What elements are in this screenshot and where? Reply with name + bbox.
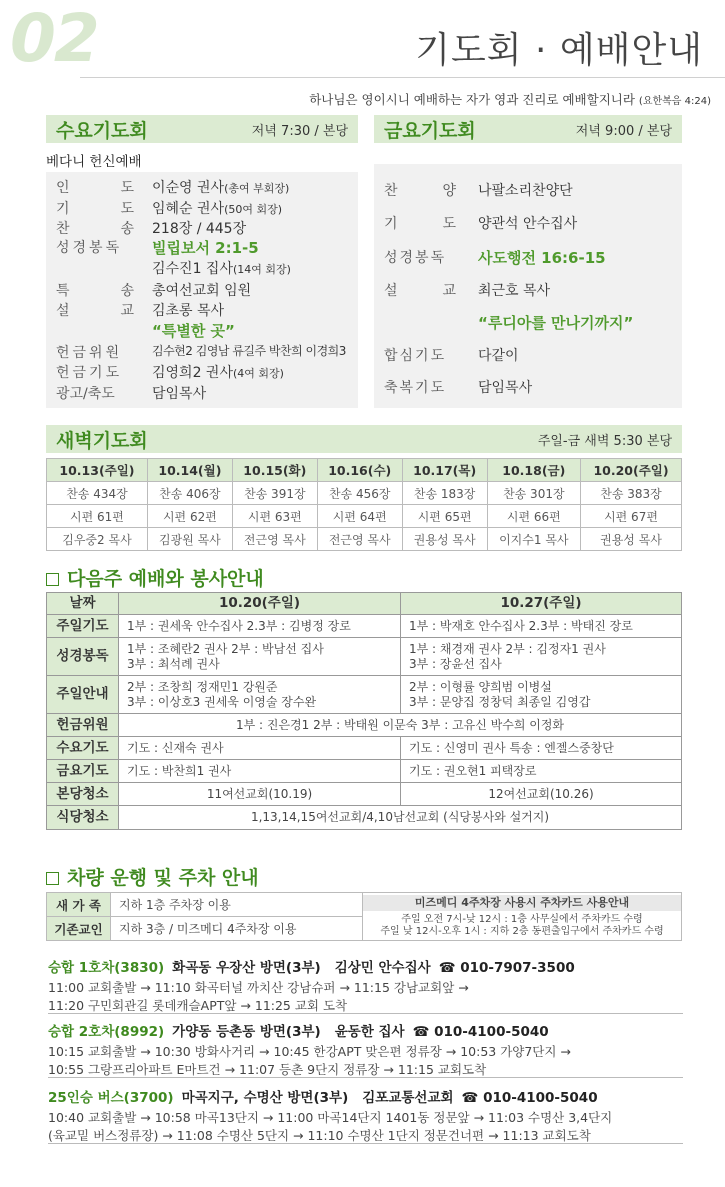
row-label-text: 축복기도 bbox=[384, 380, 447, 396]
cell-date1 bbox=[119, 676, 401, 714]
list-item bbox=[384, 213, 577, 233]
wednesday-subtitle: 베다니 헌신예배 bbox=[46, 154, 142, 170]
dawn-preacher-cell: 전근영 목사 bbox=[232, 528, 317, 551]
row-value bbox=[152, 383, 206, 403]
table-row bbox=[47, 528, 682, 551]
row-label-char: 도 bbox=[120, 201, 134, 217]
list-item bbox=[384, 345, 519, 365]
cell-line: 1부 : 채경재 권사 2부 : 김정자1 권사 bbox=[409, 641, 606, 656]
row-label: 주일안내 bbox=[47, 676, 119, 714]
row-label-char: 설 bbox=[56, 303, 70, 319]
cell-date2: 1부 : 박재호 안수집사 2.3부 : 박태진 장로 bbox=[401, 615, 682, 638]
row-label bbox=[384, 280, 456, 300]
row-value bbox=[152, 362, 284, 382]
bus-route-item bbox=[48, 1086, 683, 1145]
row-value-text: 김수진1 집사 bbox=[152, 261, 233, 277]
bus-heading bbox=[48, 1086, 683, 1106]
row-label-char: 도 bbox=[442, 216, 456, 232]
dawn-psalm-cell: 시편 61편 bbox=[47, 505, 148, 528]
table-row bbox=[47, 615, 682, 638]
row-label: 헌금위원 bbox=[47, 714, 119, 737]
row-value bbox=[478, 247, 606, 268]
members-value: 지하 3층 / 미즈메디 4주차장 이용 bbox=[111, 917, 363, 941]
row-label-char: 교 bbox=[442, 283, 456, 299]
bus-route: 가양동 등촌동 방면(3부) bbox=[172, 1024, 321, 1040]
table-row bbox=[47, 676, 682, 714]
checkbox-square-icon bbox=[46, 573, 59, 586]
wednesday-time: 저녁 7:30 / 본당 bbox=[251, 123, 348, 139]
list-item bbox=[384, 312, 633, 333]
wednesday-title: 수요기도회 bbox=[56, 119, 148, 142]
row-value bbox=[152, 177, 289, 197]
cell-date1: 11여선교회(10.19) bbox=[119, 783, 401, 806]
cell-line: 2부 : 조창희 정재민1 강원준 bbox=[127, 679, 278, 694]
row-label-text: 광고/축도 bbox=[56, 386, 115, 402]
row-value bbox=[152, 320, 235, 341]
cell-line: 2부 : 이형률 양희범 이병설 bbox=[409, 679, 552, 694]
bus-schedule-line: 10:55 그랑프리아파트 E마트건 → 11:07 등촌 9단지 정류장 → 11:15 교회도착 bbox=[48, 1062, 487, 1077]
row-value bbox=[478, 180, 573, 200]
bus-schedule-line: 11:00 교회출발 → 11:10 화곡터널 까치산 강남슈퍼 → 11:15 강남교회앞 → bbox=[48, 980, 469, 995]
table-row bbox=[47, 737, 682, 760]
row-label: 수요기도 bbox=[47, 737, 119, 760]
row-label bbox=[56, 198, 134, 218]
dawn-preacher-cell: 권용성 목사 bbox=[581, 528, 682, 551]
bus-schedule-line: (육교밑 버스정류장) → 11:08 수명산 5단지 → 11:10 수명산 1단지 정문건너편 → 11:13 교회도착 bbox=[48, 1128, 591, 1143]
table-row bbox=[47, 482, 682, 505]
row-value-text: “루디아를 만나기까지” bbox=[478, 314, 634, 332]
row-label bbox=[56, 237, 134, 258]
row-value-text: 담임목사 bbox=[478, 380, 533, 396]
list-item bbox=[56, 383, 206, 403]
mizmedi-line1: 주일 오전 7시-낮 12시 : 1층 사무실에서 주차카드 수령 bbox=[401, 914, 643, 925]
table-row bbox=[47, 806, 682, 830]
row-label: 식당청소 bbox=[47, 806, 119, 830]
dawn-header bbox=[46, 425, 682, 453]
row-value-text: 이순영 권사 bbox=[152, 180, 225, 196]
parking-title: 차량 운행 및 주차 안내 bbox=[67, 867, 259, 889]
scripture-text: 하나님은 영이시니 예배하는 자가 영과 진리로 예배할지니라 bbox=[309, 92, 635, 107]
row-value-text: 나팔소리찬양단 bbox=[478, 183, 573, 199]
row-value bbox=[478, 345, 519, 365]
dawn-table bbox=[46, 458, 682, 551]
col-date-header: 날짜 bbox=[47, 593, 119, 615]
row-value bbox=[152, 342, 346, 362]
row-value-text: 빌립보서 2:1-5 bbox=[152, 239, 259, 257]
row-label-char: 인 bbox=[56, 180, 70, 196]
parking-heading bbox=[46, 863, 259, 890]
dawn-date-cell: 10.17(목) bbox=[402, 459, 487, 482]
cell-line: 3부 : 이상호3 권세욱 이영술 장수완 bbox=[127, 694, 317, 709]
cell-date1: 기도 : 신재숙 권사 bbox=[119, 737, 401, 760]
bus-schedule-line: 10:15 교회출발 → 10:30 방화사거리 → 10:45 한강APT 맞은편 정류장 → 10:53 가양7단지 → bbox=[48, 1044, 571, 1059]
cell-full: 1,13,14,15여선교회/4,10남선교회 (식당봉사와 설거지) bbox=[119, 806, 682, 830]
row-label: 금요기도 bbox=[47, 760, 119, 783]
dawn-date-cell: 10.15(화) bbox=[232, 459, 317, 482]
dawn-hymn-cell: 찬송 456장 bbox=[317, 482, 402, 505]
row-label-text: 합심기도 bbox=[384, 348, 447, 364]
list-item bbox=[56, 280, 251, 300]
dawn-date-cell: 10.20(주일) bbox=[581, 459, 682, 482]
dawn-hymn-cell: 찬송 406장 bbox=[147, 482, 232, 505]
row-value-note: (50여 회장) bbox=[224, 203, 283, 216]
cell-date1: 1부 : 권세욱 안수집사 2.3부 : 김병정 장로 bbox=[119, 615, 401, 638]
bus-heading bbox=[48, 1020, 683, 1040]
cell-line: 3부 : 최석례 권사 bbox=[127, 656, 220, 671]
dawn-psalm-cell: 시편 65편 bbox=[402, 505, 487, 528]
cell-date2 bbox=[401, 676, 682, 714]
dawn-hymn-cell: 찬송 383장 bbox=[581, 482, 682, 505]
row-value-text: 다같이 bbox=[478, 348, 519, 364]
row-label-text: 성경봉독 bbox=[384, 250, 447, 266]
row-value-text: 김수현2 김영남 류길주 박찬희 이경희3 bbox=[152, 344, 346, 358]
dawn-date-cell: 10.18(금) bbox=[487, 459, 580, 482]
dawn-date-cell: 10.14(월) bbox=[147, 459, 232, 482]
bus-schedule-line: 10:40 교회출발 → 10:58 마곡13단지 → 11:00 마곡14단지 1401동 정문앞 → 11:03 수명산 3,4단지 bbox=[48, 1110, 613, 1125]
bus-route-item bbox=[48, 956, 683, 1015]
dawn-preacher-cell: 전근영 목사 bbox=[317, 528, 402, 551]
row-value-text: 김영희2 권사 bbox=[152, 365, 233, 381]
list-item bbox=[56, 198, 282, 218]
row-label bbox=[56, 300, 134, 320]
bus-divider bbox=[48, 1077, 683, 1078]
dawn-preacher-cell: 김광원 목사 bbox=[147, 528, 232, 551]
row-value-note: (4여 회장) bbox=[232, 367, 284, 380]
row-value bbox=[152, 218, 246, 238]
row-value-note: (14여 회장) bbox=[232, 263, 291, 276]
list-item bbox=[384, 247, 606, 268]
table-row bbox=[47, 714, 682, 737]
row-value-note: (총여 부회장) bbox=[224, 182, 290, 195]
cell-line: 1부 : 조혜란2 권사 2부 : 박남선 집사 bbox=[127, 641, 324, 656]
list-item bbox=[56, 300, 224, 320]
cell-full: 1부 : 진은경1 2부 : 박태원 이문숙 3부 : 고유신 박수희 이정화 bbox=[119, 714, 682, 737]
new-family-value: 지하 1층 주차장 이용 bbox=[111, 893, 363, 917]
row-value bbox=[478, 280, 550, 300]
row-label-char: 교 bbox=[120, 303, 134, 319]
row-value-text: 최근호 목사 bbox=[478, 283, 551, 299]
scripture-verse bbox=[309, 90, 711, 108]
row-label bbox=[384, 213, 456, 233]
row-value-text: 총여선교회 임원 bbox=[152, 283, 252, 299]
row-label-char: 찬 bbox=[384, 183, 398, 199]
bus-phone: ☎ 010-4100-5040 bbox=[461, 1090, 598, 1106]
bus-phone: ☎ 010-4100-5040 bbox=[412, 1024, 549, 1040]
list-item bbox=[384, 377, 532, 397]
row-label-char: 찬 bbox=[56, 221, 70, 237]
row-value bbox=[152, 280, 251, 300]
members-label: 기존교인 bbox=[47, 917, 111, 941]
row-label bbox=[56, 258, 134, 278]
cell-date1 bbox=[119, 638, 401, 676]
row-label-char: 기 bbox=[384, 216, 398, 232]
friday-header bbox=[374, 115, 682, 143]
mizmedi-title: 미즈메디 4주차장 사용시 주차카드 사용안내 bbox=[363, 895, 681, 911]
cell-line: 3부 : 장윤선 집사 bbox=[409, 656, 502, 671]
title-divider bbox=[80, 77, 725, 78]
row-label bbox=[56, 383, 134, 403]
dawn-hymn-cell: 찬송 391장 bbox=[232, 482, 317, 505]
dawn-hymn-cell: 찬송 183장 bbox=[402, 482, 487, 505]
list-item bbox=[56, 258, 291, 278]
row-value bbox=[152, 258, 291, 278]
row-label-text: 헌금기도 bbox=[56, 365, 123, 381]
cell-date2 bbox=[401, 638, 682, 676]
mizmedi-notice bbox=[363, 893, 682, 941]
row-label: 본당청소 bbox=[47, 783, 119, 806]
row-label-char: 도 bbox=[120, 180, 134, 196]
page-number: 02 bbox=[10, 0, 98, 77]
checkbox-square-icon bbox=[46, 872, 59, 885]
row-value bbox=[478, 213, 577, 233]
dawn-time: 주일-금 새벽 5:30 본당 bbox=[537, 433, 672, 449]
table-row bbox=[47, 783, 682, 806]
next-week-heading bbox=[46, 564, 264, 591]
row-value bbox=[152, 198, 282, 218]
row-value bbox=[478, 377, 532, 397]
bus-phone: ☎ 010-7907-3500 bbox=[438, 960, 575, 976]
row-label bbox=[384, 345, 456, 365]
row-value bbox=[152, 300, 224, 320]
dawn-psalm-cell: 시편 63편 bbox=[232, 505, 317, 528]
row-label-char: 기 bbox=[56, 201, 70, 217]
date1-header: 10.20(주일) bbox=[119, 593, 401, 615]
row-label bbox=[384, 377, 456, 397]
date2-header: 10.27(주일) bbox=[401, 593, 682, 615]
row-label bbox=[56, 342, 134, 362]
bus-heading bbox=[48, 956, 683, 976]
dawn-psalm-cell: 시편 62편 bbox=[147, 505, 232, 528]
new-family-label: 새 가 족 bbox=[47, 893, 111, 917]
list-item bbox=[56, 362, 284, 382]
dawn-hymn-cell: 찬송 434장 bbox=[47, 482, 148, 505]
bus-schedule-line: 11:20 구민회관길 롯데캐슬APT앞 → 11:25 교회 도착 bbox=[48, 998, 348, 1013]
dawn-title: 새벽기도회 bbox=[56, 429, 148, 452]
row-label-char: 송 bbox=[120, 283, 134, 299]
row-label bbox=[56, 177, 134, 197]
row-value-text: 사도행전 16:6-15 bbox=[478, 249, 606, 267]
list-item bbox=[56, 237, 259, 258]
dawn-preacher-cell: 권용성 목사 bbox=[402, 528, 487, 551]
friday-time: 저녁 9:00 / 본당 bbox=[575, 123, 672, 139]
table-row bbox=[47, 638, 682, 676]
dawn-preacher-cell: 이지수1 목사 bbox=[487, 528, 580, 551]
list-item bbox=[56, 177, 289, 197]
row-label-text: 성경봉독 bbox=[56, 240, 123, 256]
list-item bbox=[56, 342, 346, 362]
dawn-psalm-cell: 시편 64편 bbox=[317, 505, 402, 528]
cell-date2: 12여선교회(10.26) bbox=[401, 783, 682, 806]
row-value-text: “특별한 곳” bbox=[152, 322, 235, 340]
bus-name: 승합 1호차(3830) bbox=[48, 960, 165, 976]
row-label-char: 양 bbox=[442, 183, 456, 199]
list-item bbox=[56, 320, 235, 341]
cell-date2: 기도 : 권오현1 피택장로 bbox=[401, 760, 682, 783]
next-week-table bbox=[46, 592, 682, 830]
friday-title: 금요기도회 bbox=[384, 119, 476, 142]
row-label bbox=[384, 312, 456, 333]
row-label bbox=[56, 362, 134, 382]
bus-divider bbox=[48, 1013, 683, 1014]
row-value-text: 김초롱 목사 bbox=[152, 303, 225, 319]
row-value-text: 218장 / 445장 bbox=[152, 221, 247, 237]
row-label-char: 송 bbox=[120, 221, 134, 237]
row-value-text: 담임목사 bbox=[152, 386, 207, 402]
dawn-date-cell: 10.16(수) bbox=[317, 459, 402, 482]
cell-line: 3부 : 문양집 정창덕 최종일 김영갑 bbox=[409, 694, 591, 709]
row-value-text: 양관석 안수집사 bbox=[478, 216, 578, 232]
cell-date1: 기도 : 박찬희1 권사 bbox=[119, 760, 401, 783]
row-label-char: 특 bbox=[56, 283, 70, 299]
list-item bbox=[384, 280, 550, 300]
wednesday-header bbox=[46, 115, 358, 143]
row-label-text: 헌금위원 bbox=[56, 345, 123, 361]
row-label bbox=[56, 280, 134, 300]
scripture-ref: (요한복음 4:24) bbox=[638, 96, 711, 107]
bus-name: 승합 2호차(8992) bbox=[48, 1024, 165, 1040]
bus-route: 마곡지구, 수명산 방면(3부) bbox=[181, 1090, 349, 1106]
row-label: 주일기도 bbox=[47, 615, 119, 638]
row-label bbox=[56, 218, 134, 238]
dawn-date-cell: 10.13(주일) bbox=[47, 459, 148, 482]
dawn-psalm-cell: 시편 66편 bbox=[487, 505, 580, 528]
cell-date2: 기도 : 신영미 권사 특송 : 엔젤스중창단 bbox=[401, 737, 682, 760]
list-item bbox=[56, 218, 246, 238]
row-label: 성경봉독 bbox=[47, 638, 119, 676]
bus-route-item bbox=[48, 1020, 683, 1079]
dawn-preacher-cell: 김우중2 목사 bbox=[47, 528, 148, 551]
row-value-text: 임혜순 권사 bbox=[152, 201, 225, 217]
list-item bbox=[384, 180, 573, 200]
dawn-psalm-cell: 시편 67편 bbox=[581, 505, 682, 528]
bus-name: 25인승 버스(3700) bbox=[48, 1090, 174, 1106]
dawn-hymn-cell: 찬송 301장 bbox=[487, 482, 580, 505]
row-label-char: 설 bbox=[384, 283, 398, 299]
bus-route: 화곡동 우장산 방면(3부) bbox=[172, 960, 321, 976]
mizmedi-line2: 주일 낮 12시-오후 1시 : 지하 2층 동편출입구에서 주차카드 수령 bbox=[380, 926, 664, 937]
bus-driver: 윤동한 집사 bbox=[334, 1024, 405, 1040]
bus-driver: 김상민 안수집사 bbox=[334, 960, 431, 976]
bus-driver: 김포교통선교회 bbox=[362, 1090, 454, 1106]
next-week-title: 다음주 예배와 봉사안내 bbox=[67, 568, 264, 590]
row-label bbox=[384, 180, 456, 200]
table-row bbox=[47, 760, 682, 783]
row-value bbox=[478, 312, 633, 333]
row-value bbox=[152, 237, 259, 258]
bus-divider bbox=[48, 1143, 683, 1144]
page-title: 기도회 · 예배안내 bbox=[415, 30, 703, 71]
row-label bbox=[56, 320, 134, 341]
table-row bbox=[47, 459, 682, 482]
row-label bbox=[384, 247, 456, 268]
parking-table bbox=[46, 892, 682, 941]
table-row bbox=[47, 505, 682, 528]
